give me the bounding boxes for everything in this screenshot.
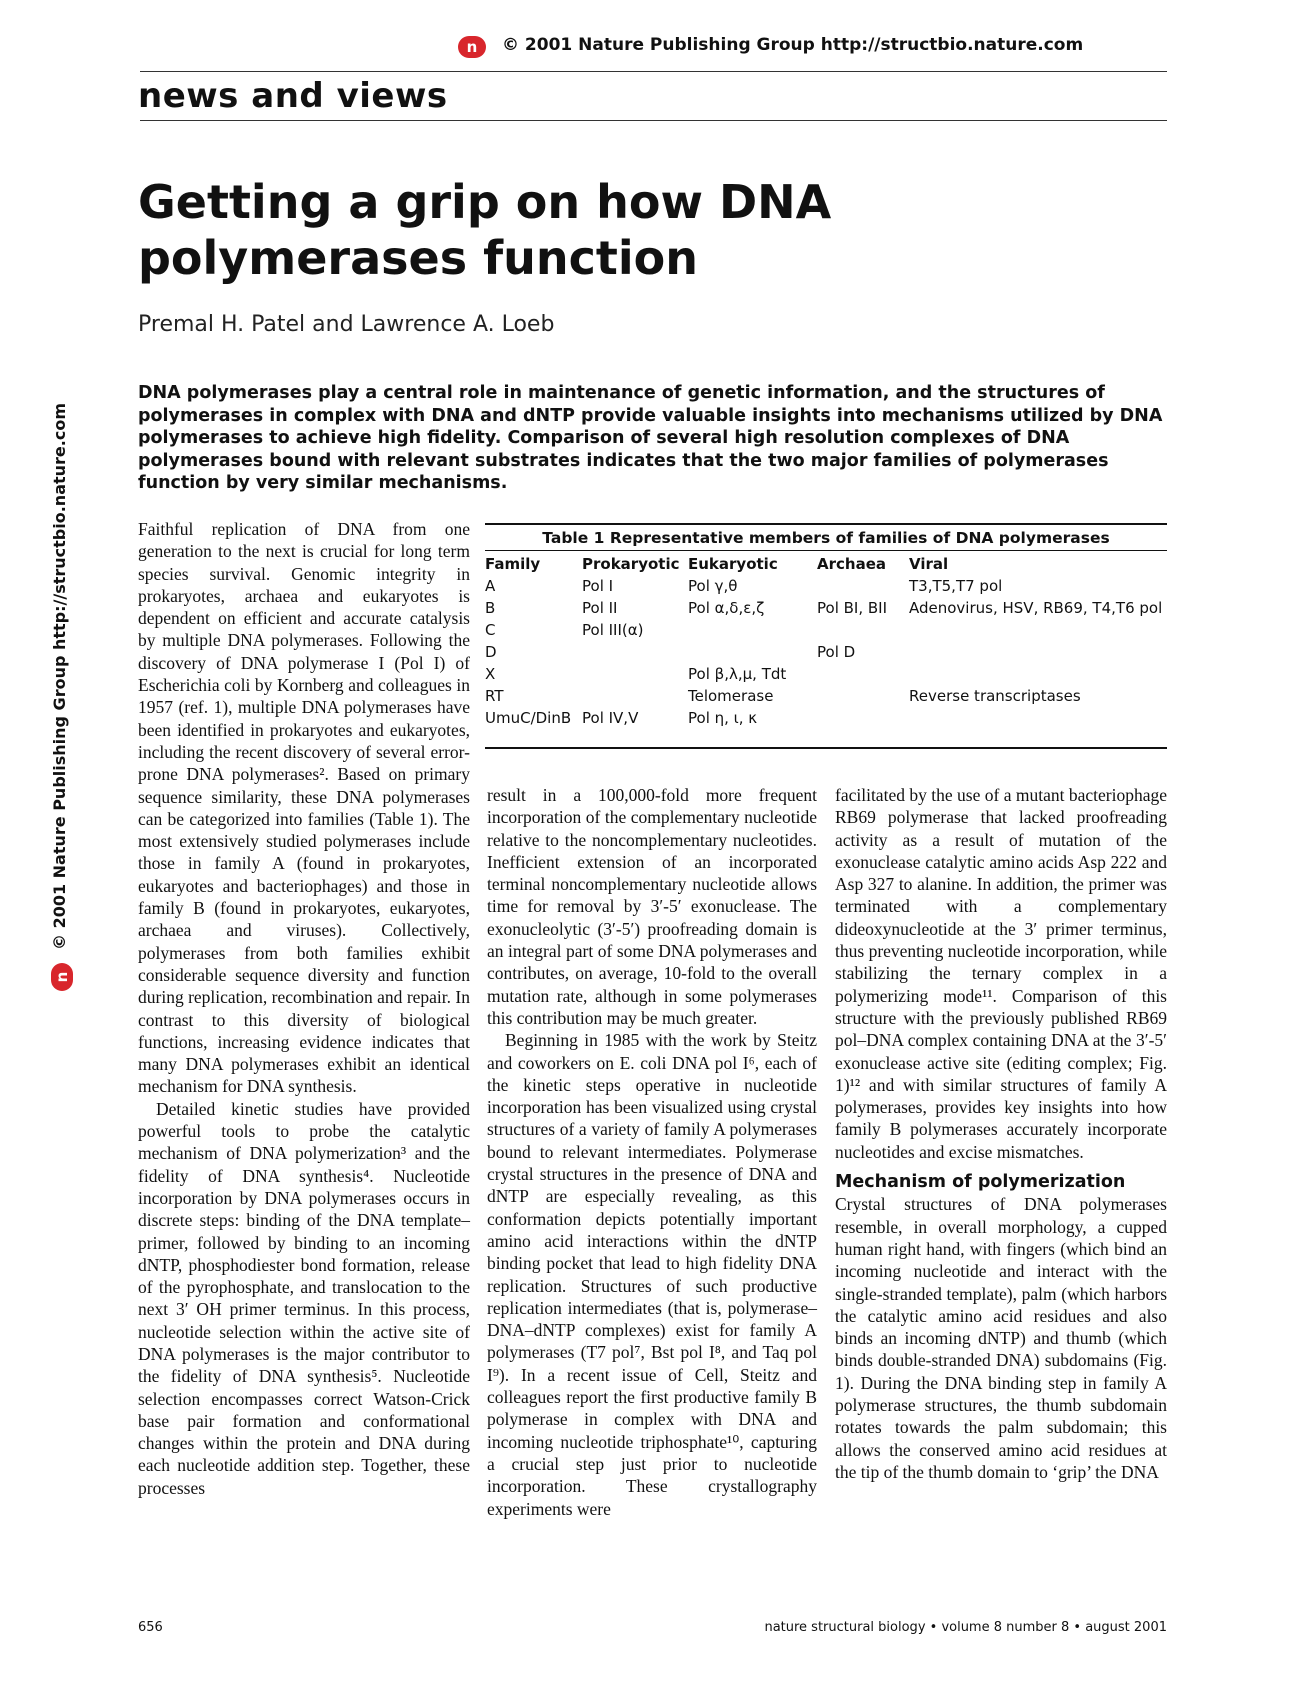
header-rule <box>140 71 1167 72</box>
table-caption: Table 1 Representative members of families of DNA polymerases <box>542 529 1110 547</box>
table-cell: Pol γ,θ <box>688 577 738 595</box>
section-label: news and views <box>138 76 448 116</box>
paragraph: Beginning in 1985 with the work by Steitz and coworkers on E. coli DNA pol I⁶, each of the kinetic steps operative in nucleotide incorporation has been visualized using crystal structures of a variety of family A polymerases bound to relevant intermediates. Polymerase crystal structures in the presence of DNA and dNTP are especially revealing, as this conformation depicts potentially important amino acid interactions within the dNTP binding pocket that lead to high fidelity DNA replication. Structures of such productive replication intermediates (that is, polymerase–DNA–dNTP complexes) exist for family A polymerases (T7 pol⁷, Bst pol I⁸, and Taq pol I⁹). In a recent issue of Cell, Steitz and colleagues report the first productive family B polymerase in complex with DNA and incoming nucleotide triphosphate¹⁰, capturing a crucial step just prior to nucleotide incorporation. These crystallography experiments were <box>487 1030 817 1519</box>
body-column-3 <box>835 784 1167 1483</box>
article-authors: Premal H. Patel and Lawrence A. Loeb <box>138 312 555 337</box>
table-cell: Telomerase <box>688 687 774 705</box>
side-copyright: © 2001 Nature Publishing Group http://structbio.nature.com <box>50 402 69 950</box>
table-rule-bottom <box>485 747 1167 749</box>
table-cell: Pol β,λ,μ, Tdt <box>688 665 787 683</box>
section-heading: Mechanism of polymerization <box>835 1172 1126 1193</box>
body-column-2 <box>487 784 817 1520</box>
paragraph: Faithful replication of DNA from one generation to the next is crucial for long term species survival. Genomic integrity in prokaryotes, archaea and eukaryotes is dependent on efficient and accurate catalysis by multiple DNA polymerases. Following the discovery of DNA polymerase I (Pol I) of Escherichia coli by Kornberg and colleagues in 1957 (ref. 1), multiple DNA polymerases have been identified in prokaryotes and eukaryotes, including the recent discovery of several error-prone DNA polymerases². Based on primary sequence similarity, these DNA polymerases can be categorized into families (Table 1). The most extensively studied polymerases include those in family A (found in prokaryotes, eukaryotes and bacteriophages) and those in family B (found in prokaryotes, eukaryotes, archaea and viruses). Collectively, polymerases from both families exhibit considerable sequence diversity and function during replication, recombination and repair. In contrast to this diversity of biological functions, increasing evidence indicates that many DNA polymerases exhibit an identical mechanism for DNA synthesis. <box>138 519 470 1097</box>
table-cell: Pol IV,V <box>582 709 639 727</box>
table-header-cell: Prokaryotic <box>582 555 680 573</box>
table-cell: Pol II <box>582 599 618 617</box>
table-cell: Pol III(α) <box>582 621 644 639</box>
table-cell: UmuC/DinB <box>485 709 572 727</box>
article-title: Getting a grip on how DNA polymerases function <box>138 175 832 285</box>
logo-letter: n <box>466 37 478 56</box>
table-header-cell: Family <box>485 555 541 573</box>
table-cell: B <box>485 599 496 617</box>
table-cell: Pol α,δ,ε,ζ <box>688 599 765 617</box>
table-cell: D <box>485 643 497 661</box>
logo-letter-side: n <box>52 971 71 983</box>
copyright-header: © 2001 Nature Publishing Group http://structbio.nature.com <box>502 35 1084 55</box>
page-number: 656 <box>138 1620 163 1635</box>
section-rule <box>140 120 1167 121</box>
paragraph: Crystal structures of DNA polymerases resemble, in overall morphology, a cupped human right hand, with fingers (which bind an incoming nucleotide and interact with the single-stranded template), palm (which harbors the catalytic amino acid residues and also binds an incoming dNTP) and thumb (which binds double-stranded DNA) subdomains (Fig. 1). During the DNA binding step in family A polymerase structures, the thumb subdomain rotates towards the palm subdomain; this allows the conserved amino acid residues at the tip of the thumb domain to ‘grip’ the DNA <box>835 1194 1167 1482</box>
table-cell: Pol η, ι, κ <box>688 709 758 727</box>
table-cell: Pol BI, BII <box>817 599 888 617</box>
paragraph: Detailed kinetic studies have provided powerful tools to probe the catalytic mechanism of DNA polymerization³ and the fidelity of DNA synthesis⁴. Nucleotide incorporation by DNA polymerases occurs in discrete steps: binding of the DNA template–primer, followed by binding to an incoming dNTP, phosphodiester bond formation, release of the pyrophosphate, and translocation to the next 3′ OH primer terminus. In this process, nucleotide selection within the active site of DNA polymerases is the major contributor to the fidelity of DNA synthesis⁵. Nucleotide selection encompasses correct Watson-Crick base pair formation and conformational changes within the protein and DNA during each nucleotide addition step. Together, these processes <box>138 1098 470 1498</box>
nature-logo-side-icon <box>51 963 73 991</box>
table-cell: Adenovirus, HSV, RB69, T4,T6 pol <box>909 599 1163 617</box>
table-header-cell: Eukaryotic <box>688 555 778 573</box>
article-abstract: DNA polymerases play a central role in maintenance of genetic information, and the structures of polymerases in complex with DNA and dNTP provide valuable insights into mechanisms utilized by DNA polymerases to achieve high fidelity. Comparison of several high resolution complexes of DNA polymerases bound with relevant substrates indicates that the two major families of polymerases function by very similar mechanisms. <box>138 383 1163 493</box>
table-cell: C <box>485 621 496 639</box>
table-cell: X <box>485 665 496 683</box>
paragraph: result in a 100,000-fold more frequent incorporation of the complementary nucleotide relative to the noncomplementary nucleotides. Inefficient extension of an incorporated terminal noncomplementary nucleotide allows time for removal by 3′-5′ exonuclease. The exonucleolytic (3′-5′) proofreading domain is an integral part of some DNA polymerases and contributes, on average, 10-fold to the overall mutation rate, although in some polymerases this contribution may be much greater. <box>487 785 817 1028</box>
table-cell: A <box>485 577 496 595</box>
table-grid <box>485 551 1167 747</box>
table-header-cell: Viral <box>909 555 949 573</box>
table-cell: Reverse transcriptases <box>909 687 1081 705</box>
journal-footer: nature structural biology • volume 8 number 8 • august 2001 <box>764 1620 1167 1635</box>
body-column-1 <box>138 518 470 1499</box>
table-1 <box>485 523 1167 749</box>
table-cell: T3,T5,T7 pol <box>909 577 1003 595</box>
table-header-cell: Archaea <box>817 555 886 573</box>
table-cell: RT <box>485 687 504 705</box>
table-cell: Pol I <box>582 577 614 595</box>
table-cell: Pol D <box>817 643 856 661</box>
nature-logo-icon <box>458 36 486 58</box>
paragraph: facilitated by the use of a mutant bacteriophage RB69 polymerase that lacked proofreading activity as a result of mutation of the exonuclease catalytic amino acids Asp 222 and Asp 327 to alanine. In addition, the primer was terminated with a complementary dideoxynucleotide at the 3′ primer terminus, thus preventing nucleotide incorporation, while stabilizing the ternary complex in a polymerizing mode¹¹. Comparison of this structure with the previously published RB69 pol–DNA complex containing DNA at the 3′-5′ exonuclease active site (editing complex; Fig. 1)¹² and with similar structures of family A polymerases, provides key insights into how family B polymerases accurately incorporate nucleotides and excise mismatches. <box>835 785 1167 1162</box>
